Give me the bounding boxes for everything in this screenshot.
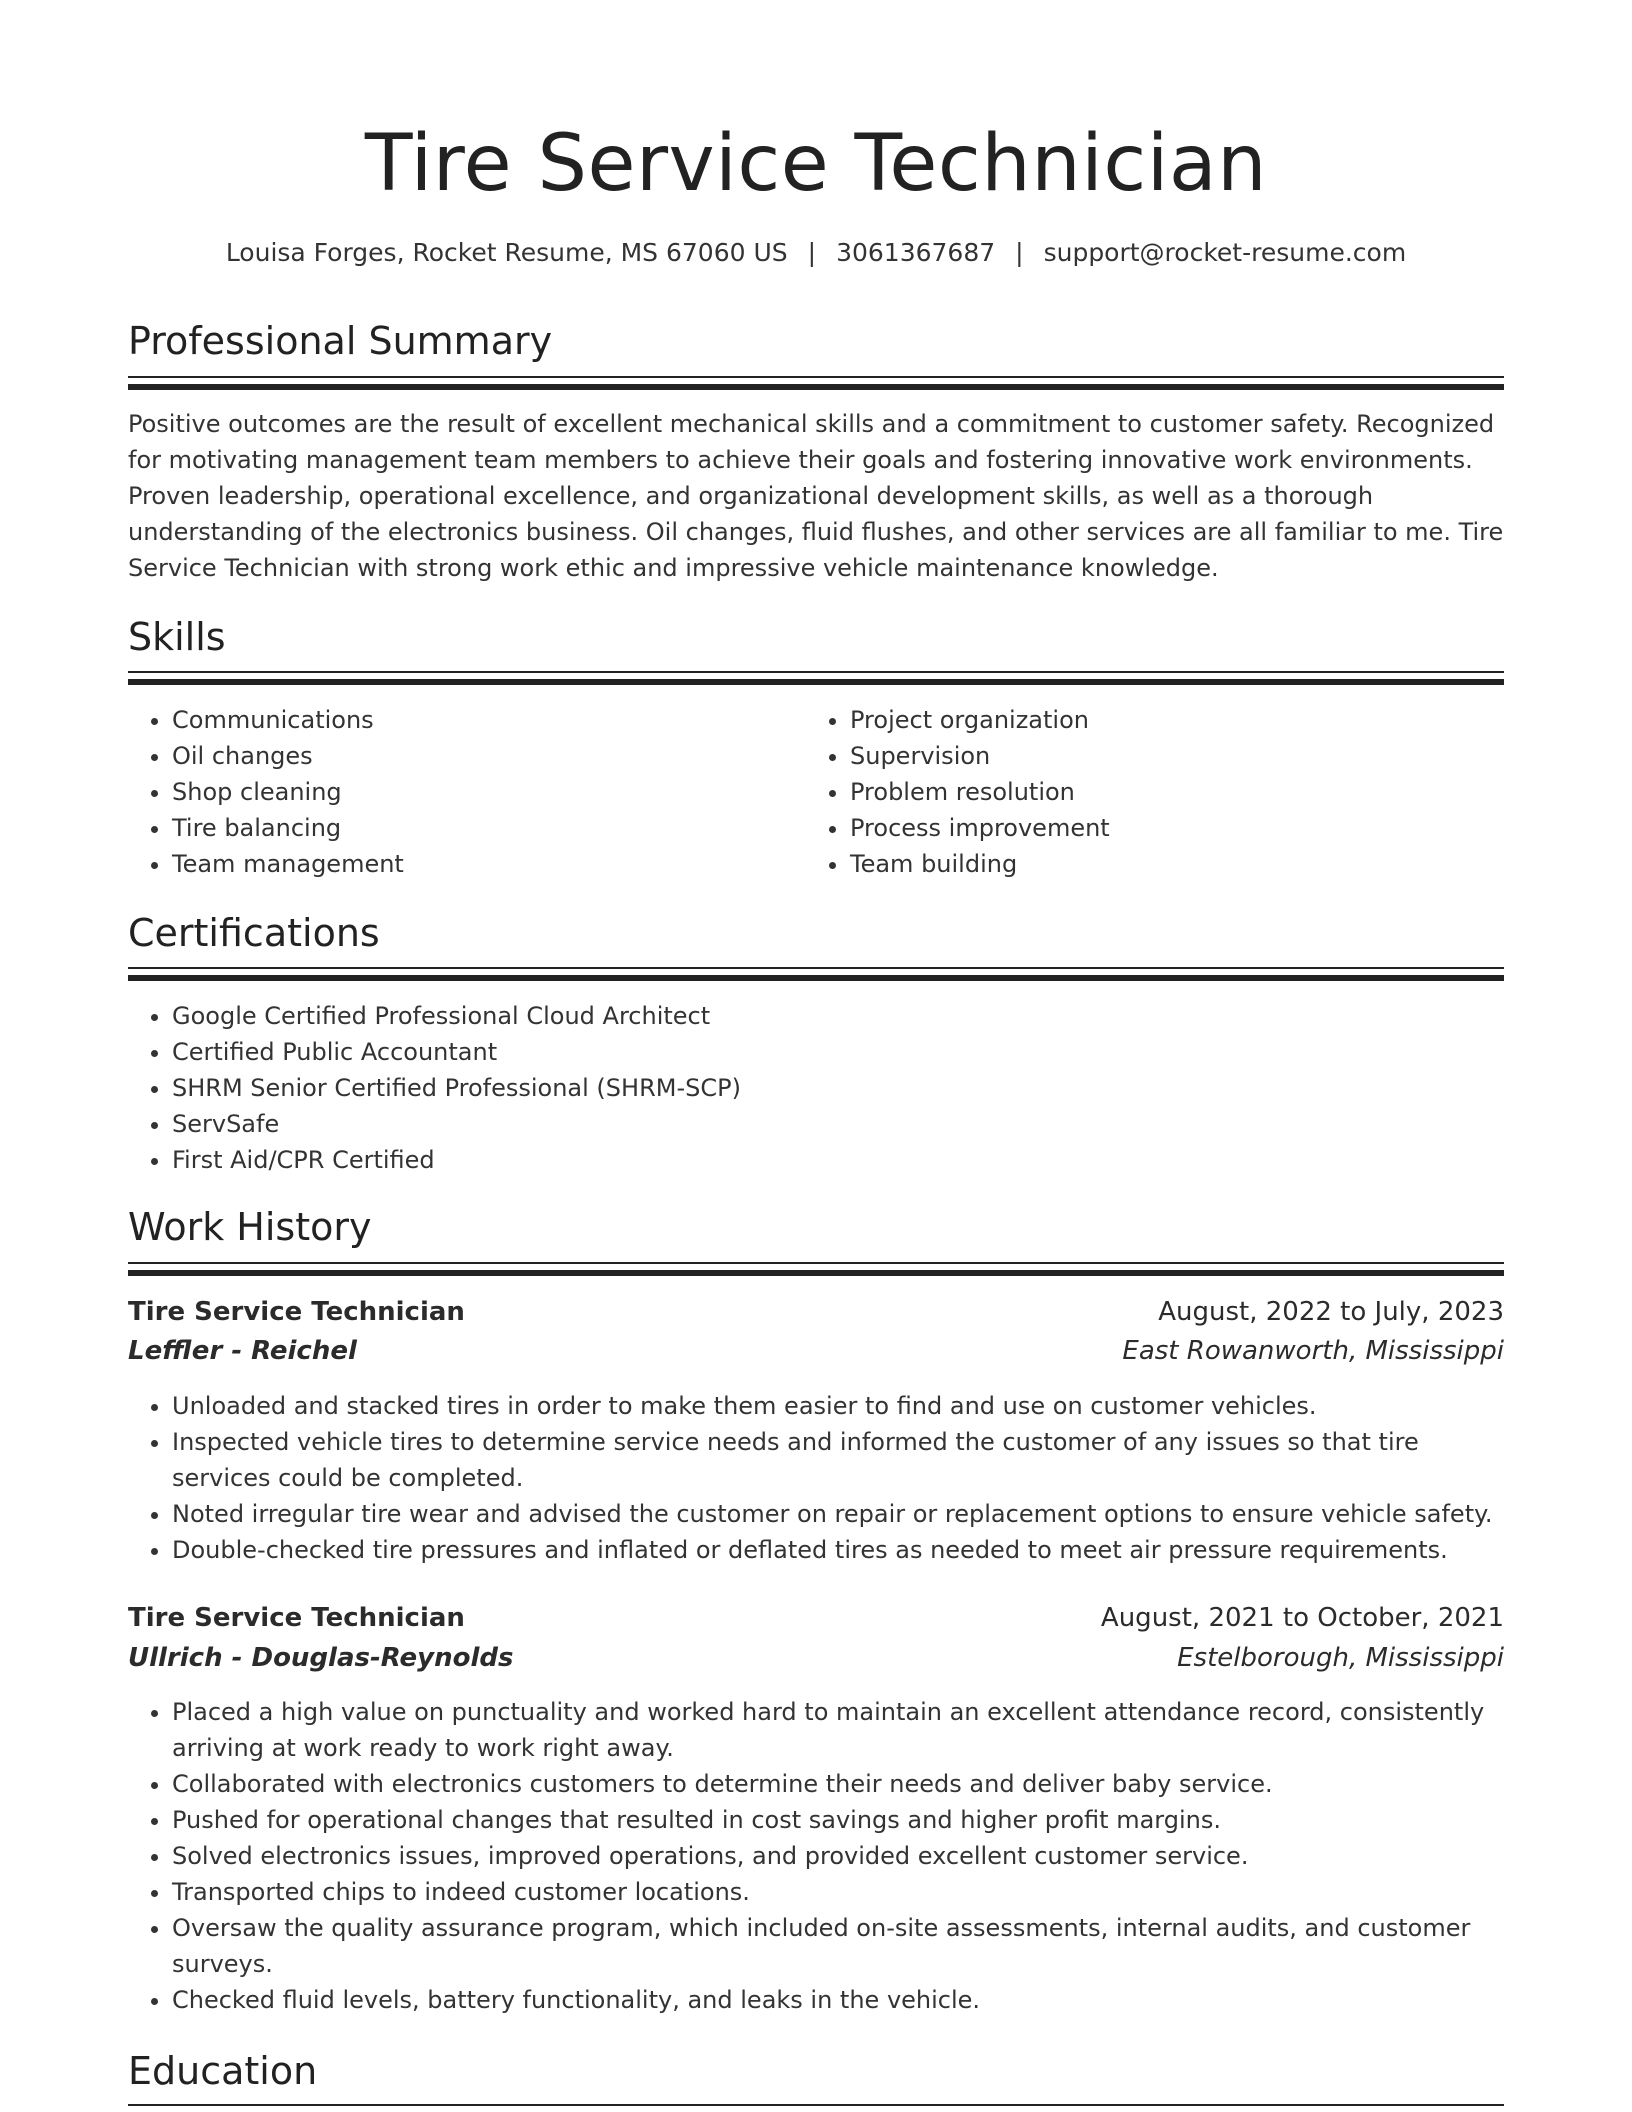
job-bullet: • Unloaded and stacked tires in order to make them easier to find and use on customer vehicles. — [172, 1388, 1504, 1424]
skill-item: • Oil changes — [172, 738, 792, 774]
job-bullet: • Noted irregular tire wear and advised the customer on repair or replacement options to ensure vehicle safety. — [172, 1496, 1504, 1532]
section-divider — [128, 376, 1504, 390]
skill-item: • Process improvement — [850, 810, 1470, 846]
skill-item: • Team management — [172, 846, 792, 882]
section-divider — [128, 1262, 1504, 1276]
job-dates: August, 2021 to October, 2021 — [1100, 1603, 1504, 1633]
certification-item: • SHRM Senior Certified Professional (SHRM-SCP) — [172, 1070, 1472, 1106]
section-divider — [128, 967, 1504, 981]
job-bullet: • Collaborated with electronics customers to determine their needs and deliver baby service. — [172, 1766, 1504, 1802]
job-title: Tire Service Technician — [128, 1297, 465, 1327]
skill-item: • Problem resolution — [850, 774, 1470, 810]
job-bullets — [128, 1694, 1504, 2018]
job-bullet: • Solved electronics issues, improved operations, and provided excellent customer service. — [172, 1838, 1504, 1874]
job-bullet: • Pushed for operational changes that resulted in cost savings and higher profit margins. — [172, 1802, 1504, 1838]
skill-item: • Shop cleaning — [172, 774, 792, 810]
skill-item: • Supervision — [850, 738, 1470, 774]
section-heading-work-history: Work History — [128, 1205, 372, 1249]
section-heading-certifications: Certifications — [128, 911, 380, 955]
summary-text: Positive outcomes are the result of excellent mechanical skills and a commitment to customer safety. Recognized for motivating management team members to achieve their goals and fostering innovative work environments. Proven leadership, operational excellence, and organizational development skills, as well as a thorough understanding of the electronics business. Oil changes, fluid flushes, and other services are all familiar to me. Tire Service Technician with strong work ethic and impressive vehicle maintenance knowledge. — [128, 410, 1504, 582]
job-title: Tire Service Technician — [128, 1603, 465, 1633]
job-company: Leffler - Reichel — [128, 1336, 357, 1366]
resume-name: Tire Service Technician — [364, 119, 1268, 209]
job-bullets — [128, 1388, 1504, 1568]
contact-separator: | — [807, 238, 817, 267]
job-bullet: • Checked fluid levels, battery functionality, and leaks in the vehicle. — [172, 1982, 1504, 2018]
job-bullet: • Double-checked tire pressures and inflated or deflated tires as needed to meet air pressure requirements. — [172, 1532, 1504, 1568]
skill-item: • Project organization — [850, 702, 1470, 738]
section-heading-education: Education — [128, 2049, 318, 2093]
skill-item: • Communications — [172, 702, 792, 738]
contact-phone: 3061367687 — [836, 238, 996, 267]
contact-separator: | — [1015, 238, 1024, 267]
certification-item: • Certified Public Accountant — [172, 1034, 1472, 1070]
certifications-list — [128, 998, 1472, 1178]
contact-email: support@rocket-resume.com — [1043, 238, 1407, 267]
section-divider — [128, 671, 1504, 685]
job-company: Ullrich - Douglas-Reynolds — [128, 1643, 514, 1673]
job-location: East Rowanworth, Mississippi — [1122, 1336, 1504, 1366]
job-bullet: • Transported chips to indeed customer locations. — [172, 1874, 1504, 1910]
job-location: Estelborough, Mississippi — [1177, 1643, 1504, 1673]
skills-list-right — [806, 702, 1470, 882]
section-heading-skills: Skills — [128, 615, 226, 659]
job-bullet: • Placed a high value on punctuality and worked hard to maintain an excellent attendance record, consistently arriving at work ready to work right away. — [172, 1694, 1504, 1766]
skill-item: • Team building — [850, 846, 1470, 882]
contact-address: Louisa Forges, Rocket Resume, MS 67060 US — [225, 238, 788, 267]
certification-item: • ServSafe — [172, 1106, 1472, 1142]
section-heading-summary: Professional Summary — [128, 319, 553, 363]
job-bullet: • Oversaw the quality assurance program, which included on-site assessments, internal audits, and customer surveys. — [172, 1910, 1504, 1982]
certification-item: • Google Certified Professional Cloud Architect — [172, 998, 1472, 1034]
job-dates: August, 2022 to July, 2023 — [1158, 1297, 1504, 1327]
section-divider — [128, 2104, 1504, 2106]
certification-item: • First Aid/CPR Certified — [172, 1142, 1472, 1178]
job-bullet: • Inspected vehicle tires to determine service needs and informed the customer of any issues so that tire services could be completed. — [172, 1424, 1504, 1496]
skill-item: • Tire balancing — [172, 810, 792, 846]
skills-list-left — [128, 702, 792, 882]
contact-line — [0, 238, 1632, 267]
